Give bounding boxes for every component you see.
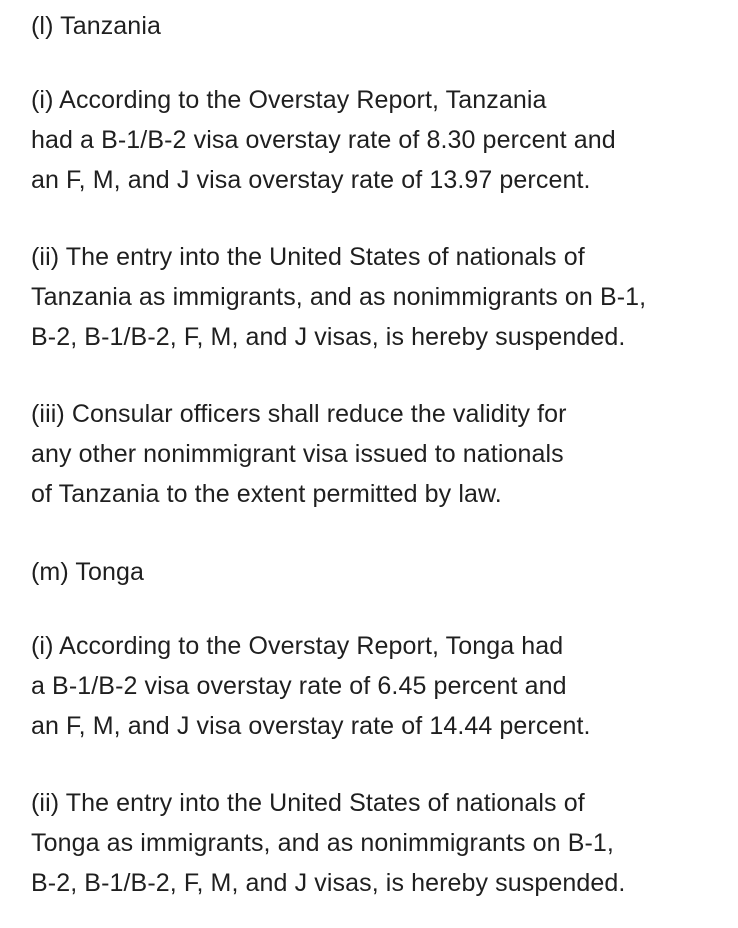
text-line: (i) According to the Overstay Report, Tonga had: [31, 632, 564, 660]
text-line: B-2, B-1/B-2, F, M, and J visas, is hereby suspended.: [31, 869, 626, 897]
tonga-paragraph-ii: [31, 783, 625, 903]
text-line: of Tanzania to the extent permitted by law.: [31, 480, 502, 508]
text-line: (i) According to the Overstay Report, Tanzania: [31, 86, 547, 114]
text-line: had a B-1/B-2 visa overstay rate of 8.30 percent and: [31, 126, 616, 154]
tanzania-paragraph-i: [31, 80, 616, 200]
section-heading-tanzania: (l) Tanzania: [31, 12, 161, 40]
tonga-paragraph-i: [31, 626, 591, 746]
text-line: (ii) The entry into the United States of nationals of: [31, 789, 585, 817]
section-heading-tonga: (m) Tonga: [31, 558, 144, 586]
text-line: (ii) The entry into the United States of nationals of: [31, 243, 585, 271]
text-line: Tanzania as immigrants, and as nonimmigrants on B-1,: [31, 283, 647, 311]
text-line: Tonga as immigrants, and as nonimmigrants on B-1,: [31, 829, 614, 857]
text-line: (iii) Consular officers shall reduce the validity for: [31, 400, 567, 428]
text-line: B-2, B-1/B-2, F, M, and J visas, is hereby suspended.: [31, 323, 626, 351]
text-line: an F, M, and J visa overstay rate of 14.44 percent.: [31, 712, 591, 740]
text-line: any other nonimmigrant visa issued to nationals: [31, 440, 564, 468]
tanzania-paragraph-ii: [31, 237, 646, 357]
text-line: an F, M, and J visa overstay rate of 13.97 percent.: [31, 166, 591, 194]
text-line: a B-1/B-2 visa overstay rate of 6.45 percent and: [31, 672, 567, 700]
tanzania-paragraph-iii: [31, 394, 567, 514]
